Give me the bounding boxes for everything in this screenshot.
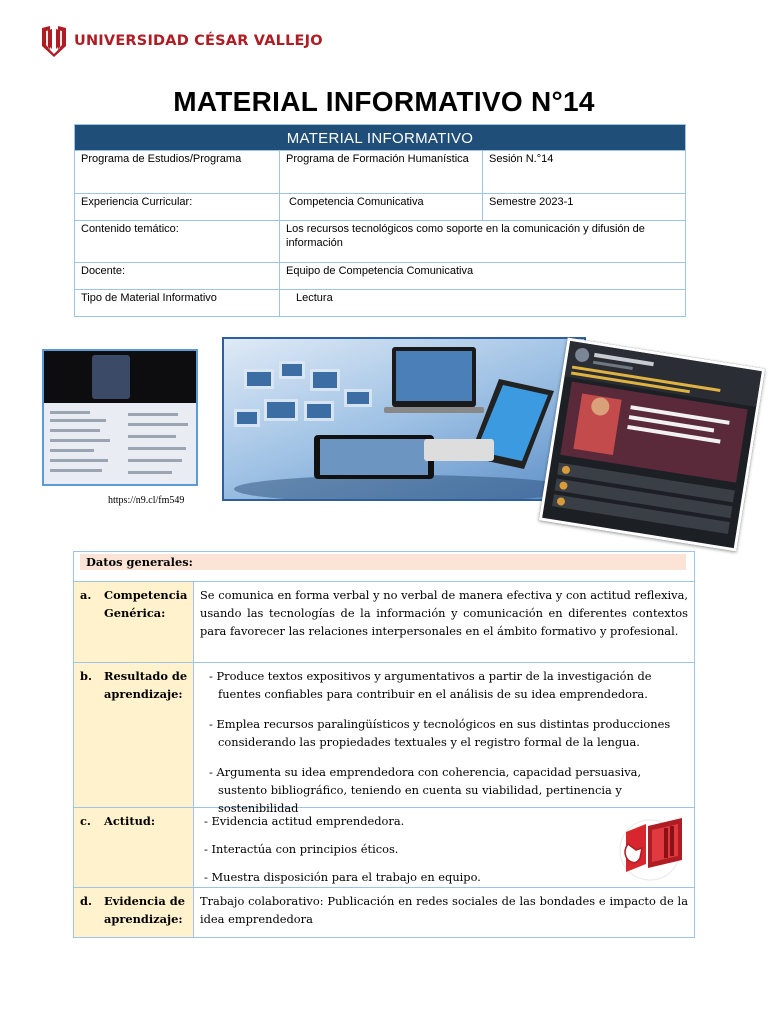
list-item: - Emplea recursos paralingüísticos y tecnológicos en sus distintas producciones considerando las propiedades textuales y el registro formal de la lengua.: [209, 717, 671, 749]
info-table: [74, 124, 686, 317]
ucv-shield-icon: [40, 24, 68, 58]
competencia-text: Se comunica en forma verbal y no verbal de manera efectiva y con actitud reflexiva, usando las tecnologías de la información y comunicación en diferentes contextos para favorecer las relaciones interpersonales en el ámbito formativo y profesional.: [193, 582, 694, 662]
page-title: MATERIAL INFORMATIVO N°14: [173, 86, 595, 117]
row-label-text: Evidencia de aprendizaje:: [104, 894, 185, 926]
info-value: Competencia Comunicativa: [279, 194, 482, 220]
social-post-image: [539, 337, 765, 551]
general-data-header-row: [74, 552, 694, 582]
general-data-table: [73, 551, 695, 938]
row-label: [74, 808, 193, 887]
row-label: [74, 663, 193, 807]
row-resultado: [74, 662, 694, 815]
university-logo: [40, 24, 323, 58]
social-media-screenshot-image: [42, 349, 198, 486]
info-extra: Sesión N.°14: [482, 151, 685, 193]
info-label: Tipo de Material Informativo: [81, 292, 217, 304]
info-row-tipo: [75, 289, 685, 316]
info-row-docente: [75, 262, 685, 289]
row-label-text: Resultado de aprendizaje:: [104, 669, 188, 701]
list-item: - Produce textos expositivos y argumentativos a partir de la investigación de fuentes confiables para contribuir en el análisis de su idea emprendedora.: [209, 669, 652, 701]
info-value: Equipo de Competencia Comunicativa: [279, 263, 685, 289]
row-letter: a.: [80, 588, 92, 602]
row-letter: d.: [80, 894, 92, 908]
resultado-content: [193, 663, 694, 815]
list-item: - Muestra disposición para el trabajo en equipo.: [204, 870, 481, 884]
row-evidencia: [74, 887, 694, 937]
row-letter: b.: [80, 669, 92, 683]
row-letter: c.: [80, 814, 91, 828]
info-label: Experiencia Curricular:: [81, 196, 193, 208]
info-extra: Semestre 2023-1: [482, 194, 685, 220]
info-label: Programa de Estudios/Programa: [81, 153, 242, 165]
list-item: - Interactúa con principios éticos.: [204, 842, 399, 856]
info-row-programa: [75, 150, 685, 193]
technology-devices-image: [222, 337, 586, 501]
row-label-text: Competencia Genérica:: [104, 588, 188, 620]
row-label: [74, 888, 193, 937]
row-competencia: [74, 582, 694, 662]
university-name: UNIVERSIDAD CÉSAR VALLEJO: [74, 33, 323, 49]
info-label: Contenido temático:: [81, 223, 179, 235]
evidencia-text: Trabajo colaborativo: Publicación en redes sociales de las bondades e impacto de la idea emprendedora: [193, 888, 694, 937]
ucv-hand-badge-icon: [612, 814, 690, 884]
list-item: - Argumenta su idea emprendedora con coherencia, capacidad persuasiva, sustento bibliográfico, teniendo en cuenta su viabilidad, pertinencia y sostenibilidad: [209, 765, 642, 815]
info-label: Docente:: [81, 265, 126, 277]
info-table-header: MATERIAL INFORMATIVO: [75, 125, 685, 150]
row-label: [74, 582, 193, 662]
row-label-text: Actitud:: [104, 814, 156, 828]
info-value: Los recursos tecnológicos como soporte en la comunicación y difusión de información: [279, 221, 685, 262]
list-item: - Evidencia actitud emprendedora.: [204, 814, 405, 828]
row-actitud: [74, 807, 694, 887]
info-row-experiencia: [75, 193, 685, 220]
image-source-link[interactable]: https://n9.cl/fm549: [108, 495, 185, 506]
info-row-contenido: [75, 220, 685, 262]
general-data-header: Datos generales:: [80, 554, 686, 570]
info-value: Programa de Formación Humanística: [279, 151, 482, 193]
info-value: Lectura: [279, 290, 685, 316]
